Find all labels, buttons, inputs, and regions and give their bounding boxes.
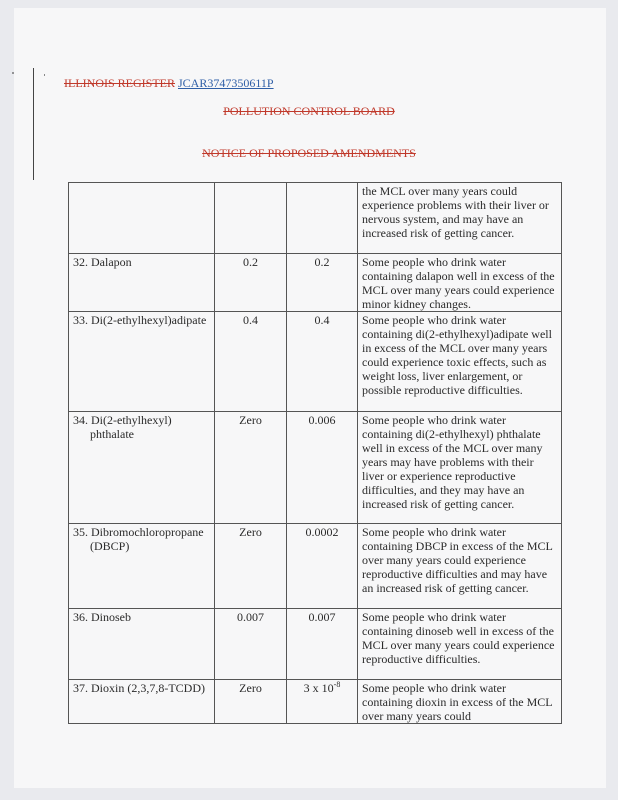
- table-row: [69, 680, 562, 724]
- contaminant-name: 37. Dioxin (2,3,7,8-TCDD): [73, 681, 205, 695]
- change-bar: [33, 68, 34, 180]
- effect-cell: the MCL over many years could experience problems with their liver or nervous system, and may have an increased risk of getting cancer.: [358, 183, 562, 254]
- mclg-cell: 0.2: [215, 254, 287, 312]
- mcl-cell: [287, 680, 358, 724]
- effect-cell: Some people who drink water containing dioxin in excess of the MCL over many years could: [358, 680, 562, 724]
- notice-struck-text: NOTICE OF PROPOSED AMENDMENTS: [202, 146, 416, 160]
- board-struck-text: POLLUTION CONTROL BOARD: [223, 104, 395, 118]
- contaminant-name: 33. Di(2-ethylhexyl)adipate: [73, 313, 207, 327]
- contaminant-name-continued: phthalate: [90, 427, 134, 441]
- mclg-cell: Zero: [215, 680, 287, 724]
- table-row: [69, 412, 562, 524]
- mcl-cell: 0.4: [287, 312, 358, 412]
- contaminant-table: [68, 182, 562, 724]
- contaminant-name: 34. Di(2-ethylhexyl): [73, 413, 172, 427]
- mcl-exponent: -8: [333, 680, 341, 689]
- effect-cell: Some people who drink water containing DBCP in excess of the MCL over many years could experience reproductive difficulties and may have an increased risk of getting cancer.: [358, 524, 562, 609]
- table-row: [69, 312, 562, 412]
- board-header: [0, 104, 618, 119]
- register-struck-text: ILLINOIS REGISTER: [64, 76, 175, 90]
- contaminant-name: 32. Dalapon: [73, 255, 132, 269]
- mclg-cell: Zero: [215, 524, 287, 609]
- name-cell: [69, 254, 215, 312]
- name-cell: [69, 680, 215, 724]
- effect-cell: Some people who drink water containing dalapon well in excess of the MCL over many years could experience minor kidney changes.: [358, 254, 562, 312]
- name-cell: [69, 183, 215, 254]
- mcl-value: 3 x 10: [303, 681, 334, 695]
- contaminant-name-continued: (DBCP): [90, 539, 130, 553]
- name-cell: [69, 609, 215, 680]
- mcl-cell: 0.2: [287, 254, 358, 312]
- contaminant-name: 35. Dibromochloropropane: [73, 525, 204, 539]
- effect-cell: Some people who drink water containing dinoseb well in excess of the MCL over many years could experience reproductive difficulties.: [358, 609, 562, 680]
- effect-cell: Some people who drink water containing di(2-ethylhexyl) phthalate well in excess of the MCL over many years may have problems with their liver or experience reproductive difficulties, and they may have an increased risk of getting cancer.: [358, 412, 562, 524]
- name-cell: [69, 412, 215, 524]
- mcl-cell: [287, 183, 358, 254]
- mclg-cell: Zero: [215, 412, 287, 524]
- effect-cell: Some people who drink water containing di(2-ethylhexyl)adipate well in excess of the MCL over many years could experience toxic effects, such as weight loss, liver enlargement, or possible reproductive difficulties.: [358, 312, 562, 412]
- table-row: [69, 524, 562, 609]
- mcl-cell: 0.006: [287, 412, 358, 524]
- mclg-cell: [215, 183, 287, 254]
- name-cell: [69, 524, 215, 609]
- mcl-cell: 0.007: [287, 609, 358, 680]
- mclg-cell: 0.4: [215, 312, 287, 412]
- contaminant-name: 36. Dinoseb: [73, 610, 131, 624]
- notice-header: [0, 146, 618, 161]
- register-header: [64, 76, 274, 91]
- scan-speck: [12, 72, 14, 74]
- table-row: [69, 609, 562, 680]
- register-inserted-text: JCAR3747350611P: [178, 76, 274, 90]
- table-row: [69, 254, 562, 312]
- mclg-cell: 0.007: [215, 609, 287, 680]
- name-cell: [69, 312, 215, 412]
- table-row: [69, 183, 562, 254]
- scan-speck: [44, 74, 45, 76]
- mcl-cell: 0.0002: [287, 524, 358, 609]
